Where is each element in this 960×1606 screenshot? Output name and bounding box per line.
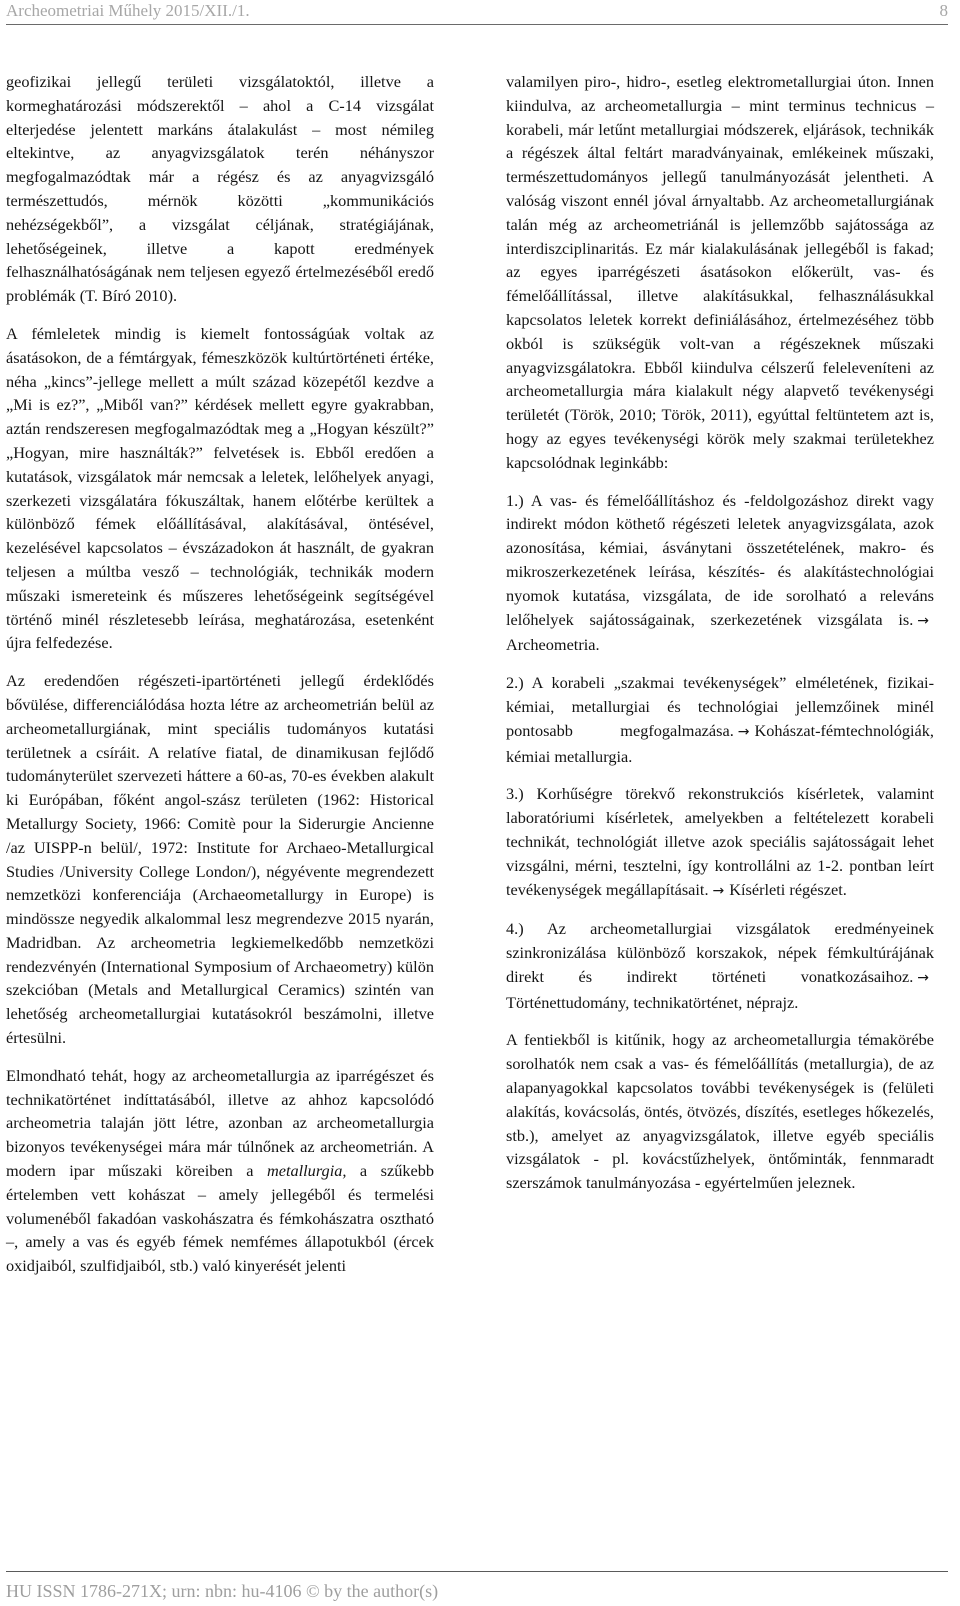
list-item xyxy=(506,917,934,1014)
list-item-field: Archeometria. xyxy=(506,635,600,655)
list-item xyxy=(506,782,934,903)
paragraph xyxy=(6,1064,434,1278)
paragraph: A fémleletek mindig is kiemelt fontosságúak voltak az ásatásokon, de a fémtárgyak, fémeszközök kultúrtörténeti értéke, néha „kincs”-jellege mellett a múlt század közepétől kezdve a „Mi is ez?”, „Miből van?” kérdések mellett egyre gyakrabban, aztán rendszeresen megfogalmazódtak meg a „Hogyan készült?” „Hogyan, mire használták?” felvetések is. Ebből eredően a kutatások, vizsgálatok már nemcsak a leletek, lelőhelyek anyagi, szerkezeti vizsgálatára fókuszáltak, hanem előtérbe kerültek a különböző fémek előállításával, alakításával, öntésével, kezelésével kapcsolatos – évszázadokon át használt, de gyakran teljesen a múltba vesző – technológiák, technikák modern műszaki ismereteink és műszeres lehetőségeink segítségével történő minél részletesebb leírása, meghatározása, esetenként újra felfedezése. xyxy=(6,323,434,653)
right-column xyxy=(506,70,934,1195)
issn-footer-text: HU ISSN 1786-271X; urn: nbn: hu-4106 © by the author(s) xyxy=(6,1581,439,1601)
paragraph: valamilyen piro-, hidro-, esetleg elektrometallurgiai úton. Innen kiindulva, az archeometallurgia – mint terminus technicus – korabeli, már letűnt metallurgiai módszerek, eljárások, technikák a régészek által feltárt maradványainak, emlékeinek műszaki, természettudományos jellegű tanulmányozását jelentheti. A valóság viszont ennél jóval árnyaltabb. Az archeometallurgiának talán még az archeometriánál is jellemzőbb sajátossága az interdiszciplinaritás. Ez már kialakulásának jellegéből is fakad; az egyes iparrégészeti ásatásokon előkerült, vas- és fémelőállítással, illetve alakításukkal, felhasználásukkal kapcsolatos leletek korrekt definiálásához, értelmezéséhez több okból is szükségük volt-van a régészeknek műszaki anyagvizsgálatokra. Ebből kiindulva célszerű feleleveníteni az archeometallurgia mára kialakult négy alapvető tevékenységi területét (Török, 2010; Török, 2011), egyúttal feltüntetem azt is, hogy az egyes tevékenységi körök mely szakmai területekhez kapcsolódnak leginkább: xyxy=(506,72,934,472)
paragraph: geofizikai jellegű területi vizsgálatoktól, illetve a kormeghatározási módszerektől – ahol a C-14 vizsgálat elterjedése jelentett markáns átalakulást – most némileg eltekintve, az anyagvizsgálatok terén néhányszor megfogalmazódtak már a régész és az anyagvizsgáló természettudós, mérnök közötti „kommunikációs nehézségekből”, a vizsgálat céljának, stratégiájának, lehetőségeinek, illetve a kapott eredmények felhasználhatóságának nem teljesen egyező értelmezéséből eredő problémák (T. Bíró 2010). xyxy=(6,72,434,306)
right-arrow-icon: → xyxy=(737,723,750,740)
page-header xyxy=(6,0,948,25)
right-arrow-icon: → xyxy=(712,882,725,899)
list-item xyxy=(506,671,934,768)
page-number: 8 xyxy=(939,1,948,20)
list-item-field: Történettudomány, technikatörténet, néprajz. xyxy=(506,992,799,1012)
right-arrow-icon: → xyxy=(917,612,929,629)
left-column xyxy=(6,70,434,1292)
list-item-text: 4.) Az archeometallurgiai vizsgálatok eredményeinek szinkronizálása különböző korszakok, népek fémkultúrájának direkt és indirekt történeti vonatkozásaihoz. xyxy=(506,919,934,986)
list-item-text: 1.) A vas- és fémelőállításhoz és -feldolgozáshoz direkt vagy indirekt módon köthető régészeti leletek anyagvizsgálata, azok azonosítása, kémiai, ásványtani összetételének, makro- és mikroszerkezetének leírása, készítés- és alakítástechnológiai nyomok kutatása, vizsgálata, de ide sorolható a releváns lelőhelyek sajátosságainak, szerkezetének vizsgálata is. xyxy=(506,490,934,629)
paragraph-text: Elmondható tehát, hogy az archeometallurgia az iparrégészet és technikatörténet indíttatásából, illetve az ahhoz kapcsolódó archeometria talaján jött létre, azonban az archeometallurgia bizonyos tevékenységei mára már túlnőnek az archeometrián. A modern ipar műszaki köreiben a xyxy=(6,1065,434,1181)
list-item-field: Kísérleti régészet. xyxy=(729,879,847,899)
running-title: Archeometriai Műhely 2015/XII./1. xyxy=(6,1,250,20)
page-footer xyxy=(6,1571,948,1605)
right-arrow-icon: → xyxy=(917,969,929,986)
list-item xyxy=(506,489,934,658)
list-item-text: 2.) A korabeli „szakmai tevékenységek” elméletének, fizikai-kémiai, metallurgiai és technológiai jellemzőinek minél pontosabb megfogalmazása. xyxy=(506,673,934,740)
list-item-field: Kohászat-fémtechnológiák, kémiai metallurgia. xyxy=(506,720,934,766)
paragraph-text: a szűkebb értelemben vett kohászat – amely jellegéből és termelési volumenéből fakadóan vaskohászatra és fémkohászatra osztható –, amely a vas és egyéb fémek nemfémes állapotukból (ércek oxidjaiból, szulfidjaiból, stb.) való kinyerését jelenti xyxy=(6,1161,435,1276)
paragraph: Az eredendően régészeti-ipartörténeti jellegű érdeklődés bővülése, differenciálódása hozta létre az archeometrián belül az archeometallurgiának, mint speciális tudományos kutatási területnek a csíráit. A relatíve fiatal, de dinamikusan fejlődő tudományterület szervezeti háttere a 60-as, 70-es években alakult ki Európában, főként angol-szász területen (1962: Historical Metallurgy Society, 1966: Comitè pour la Siderurgie Ancienne /az UISPP-n belül/, 1972: Institute for Archaeo-Metallurgical Studies /University College London/), négyévente megrendezett nemzetközi konferenciája (Archaeometallurgy in Europe) is mindössze negyedik alkalommal lesz megrendezve 2015 nyarán, Madridban. Az archeometria legkiemelkedőbb nemzetközi rendezvényén (International Symposium of Archaeometry) külön szekcióban (Metals and Metallurgical Ceramics) szintén van lehetőség archeometallurgiai kutatásokról beszámolni, illetve értesülni. xyxy=(6,671,434,1048)
italic-term: metallurgia, xyxy=(266,1161,347,1181)
paragraph: A fentiekből is kitűnik, hogy az archeometallurgia témakörébe sorolhatók nem csak a vas- és fémelőállítás (metallurgia), de az alapanyagokkal kapcsolatos további tevékenységek is (felületi alakítás, kovácsolás, öntés, ötvözés, díszítés, esetleges hőkezelés, stb.), amelyet az anyagvizsgálatok, illetve egyéb speciális vizsgálatok - pl. kovácstűzhelyek, öntőminták, fennmaradt szerszámok tanulmányozása - egyértelműen jeleznek. xyxy=(506,1030,934,1193)
list-item-text: 3.) Korhűségre törekvő rekonstrukciós kísérletek, valamint laboratóriumi kísérletek, amelyekben a feltételezett korabeli technikát, technológiát illetve azok speciális sajátosságait lehet vizsgálni, mérni, tesztelni, így kontrollálni az 1-2. pontban leírt tevékenységek megállapításait. xyxy=(506,784,934,899)
